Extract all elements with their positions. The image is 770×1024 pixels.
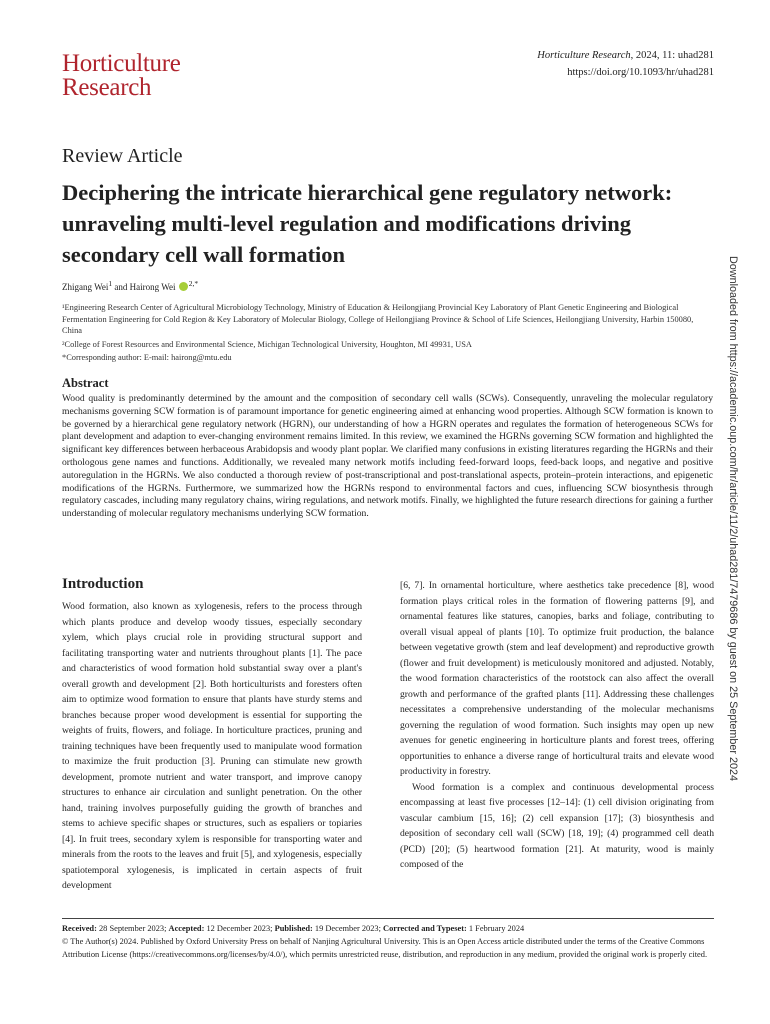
published-label: Published:	[274, 924, 313, 933]
author-list	[62, 279, 198, 292]
affiliation-1: ¹Engineering Research Center of Agricultural Microbiology Technology, Ministry of Education & Heilongjiang Provincial Key Laboratory of Plant Genetic Engineering and Biological Fermentation Engineering for Cold Region & Key Laboratory of Molecular Biology, College of Heilongjiang Province & School of Life Sciences, Heilongjiang University, Harbin 150080, China	[62, 303, 694, 336]
received-date: 28 September 2023;	[96, 924, 169, 933]
corresponding-author: *Corresponding author: E-mail: hairong@mtu.edu	[62, 353, 232, 363]
abstract-heading: Abstract	[62, 376, 109, 390]
citation-line	[537, 47, 714, 64]
journal-logo	[62, 52, 181, 100]
author-superscript: 2,*	[188, 279, 199, 288]
footer-divider	[62, 918, 714, 919]
author-name[interactable]: Hairong Wei	[129, 282, 176, 292]
body-paragraph: Wood formation is a complex and continuous developmental process encompassing at least five processes [12–14]: (1) cell division originating from vascular cambium [15, 16]; (2) cell expansion [17]; (3) biosynthesis and deposition of secondary cell wall (SCW) [18, 19]; (4) programmed cell death (PCD) [20]; (5) heartwood formation [21]. At maturity, wood is mainly composed of the	[400, 781, 714, 870]
body-column-left	[62, 599, 362, 894]
accepted-date: 12 December 2023;	[204, 924, 275, 933]
corrected-label: Corrected and Typeset:	[383, 924, 467, 933]
citation-volume: , 2024, 11: uhad281	[630, 50, 714, 61]
author-superscript: 1	[108, 279, 113, 288]
license-text: © The Author(s) 2024. Published by Oxford University Press on behalf of Nanjing Agricultural University. This is an Open Access article distributed under the terms of the Creative Commons Attribution License (https://creativecommons.org/licenses/by/4.0/), which permits unrestricted reuse, distribution, and reproduction in any medium, provided the original work is properly cited.	[62, 937, 708, 959]
download-watermark: Downloaded from https://academic.oup.com/hr/article/11/2/uhad281/7479686 by guest on 25 September 2024	[727, 256, 739, 781]
published-date: 19 December 2023;	[312, 924, 384, 933]
article-footer	[62, 922, 714, 961]
corrected-date: 1 February 2024	[466, 924, 525, 933]
introduction-heading: Introduction	[62, 576, 144, 592]
body-paragraph: Wood formation, also known as xylogenesis, refers to the process through which plants produce and develop woody tissues, especially secondary xylem, which plays crucial role in providing structural support and facilitating transporting water and nutrients throughout plants [1]. The pace and characteristics of wood formation hold substantial sway over a plant's overall growth and development [2]. Both horticulturists and foresters often aim to optimize wood formation to ensure that plants have sturdy stems and branches because proper wood development is essential for supporting the weights of fruits, flowers, and foliage. In horticulture practices, pruning and training techniques have been frequently used to manipulate wood formation to maximize the fruit production [3]. Pruning can stimulate new growth development, promote nutrient and water transport, and improve canopy structures to enhance air circulation and sunlight penetration. On the other hand, training involves purposefully guiding the growth of branches and stems to achieve specific shapes or structures, such as espaliers or topiaries [4]. In fruit trees, secondary xylem is responsible for transporting water and minerals from the roots to the leaves and fruit [5], and xylogenesis, especially spatiotemporal xylogenesis, is implicated in certain aspects of fruit development	[62, 601, 362, 891]
orcid-icon[interactable]	[179, 282, 188, 291]
article-title: Deciphering the intricate hierarchical gene regulatory network: unraveling multi-level regulation and modifications driving secondary cell wall formation	[62, 180, 673, 267]
article-type: Review Article	[62, 145, 183, 167]
abstract-text: Wood quality is predominantly determined by the amount and the composition of secondary cell walls (SCWs). Consequently, unraveling the molecular regulatory mechanisms governing SCW formation is of paramount importance for genetic engineering aimed at enhancing wood properties. Although SCW formation is known to be governed by a hierarchical gene regulatory network (HGRN), our understanding of how a HGRN operates and regulates the formation of heterogeneous SCWs for plant development and adaption to ever-changing environment remains limited. In this review, we examined the HGRNs governing SCW formation and highlighted the significant key differences between herbaceous Arabidopsis and woody plant poplar. We clarified many confusions in existing literatures regarding the HGRNs and their orthologous gene names and functions. Additionally, we revealed many network motifs including feed-forward loops, feed-back loops, and negative and positive autoregulation in the HGRNs. We also conducted a thorough review of post-transcriptional and post-translational aspects, protein–protein interactions, and epigenetic modifications of the HGRNs. Furthermore, we summarized how the HGRNs respond to environmental factors and cues, influencing SCW biosynthesis through regulatory cascades, including many regulatory chains, wiring regulations, and network motifs. Finally, we highlighted the future research directions for gaining a further understanding of molecular regulatory mechanisms underlying SCW formation.	[62, 393, 713, 520]
logo-line-2: Research	[62, 74, 152, 101]
logo-line-1: Horticulture	[62, 50, 181, 77]
received-label: Received:	[62, 924, 97, 933]
body-paragraph: [6, 7]. In ornamental horticulture, where aesthetics take precedence [8], wood formation plays critical roles in the formation of flowering patterns [9], and ornamental features like statures, canopies, barks and foliage, contributing to overall visual appeal of plants [10]. To optimize fruit production, the balance between vegetative growth (stem and leaf development) and reproductive growth (flower and fruit development) is meticulously monitored and adjusted. Notably, the wood formation characteristics of the rootstock can also affect the overall growth and performance of the grafted plants [11]. Addressing these challenges necessitates a comprehensive understanding of the molecular mechanisms governing the regulation of wood formation. Such insights may open up new avenues for genetic engineering in horticulture plants and forest trees, offering opportunities to enhance a diverse range of horticultural traits and elevate wood productivity in forestry.	[400, 580, 714, 777]
accepted-label: Accepted:	[168, 924, 205, 933]
affiliation-2: ²College of Forest Resources and Environmental Science, Michigan Technological University, Houghton, MI 49931, USA	[62, 339, 472, 349]
doi-link[interactable]: https://doi.org/10.1093/hr/uhad281	[567, 67, 714, 78]
author-separator: and	[112, 282, 130, 292]
affiliations	[62, 302, 712, 366]
publication-dates	[62, 922, 714, 935]
author-name[interactable]: Zhigang Wei	[62, 282, 109, 292]
citation-header	[537, 47, 714, 81]
body-column-right	[400, 578, 714, 873]
journal-name: Horticulture Research	[537, 50, 631, 61]
